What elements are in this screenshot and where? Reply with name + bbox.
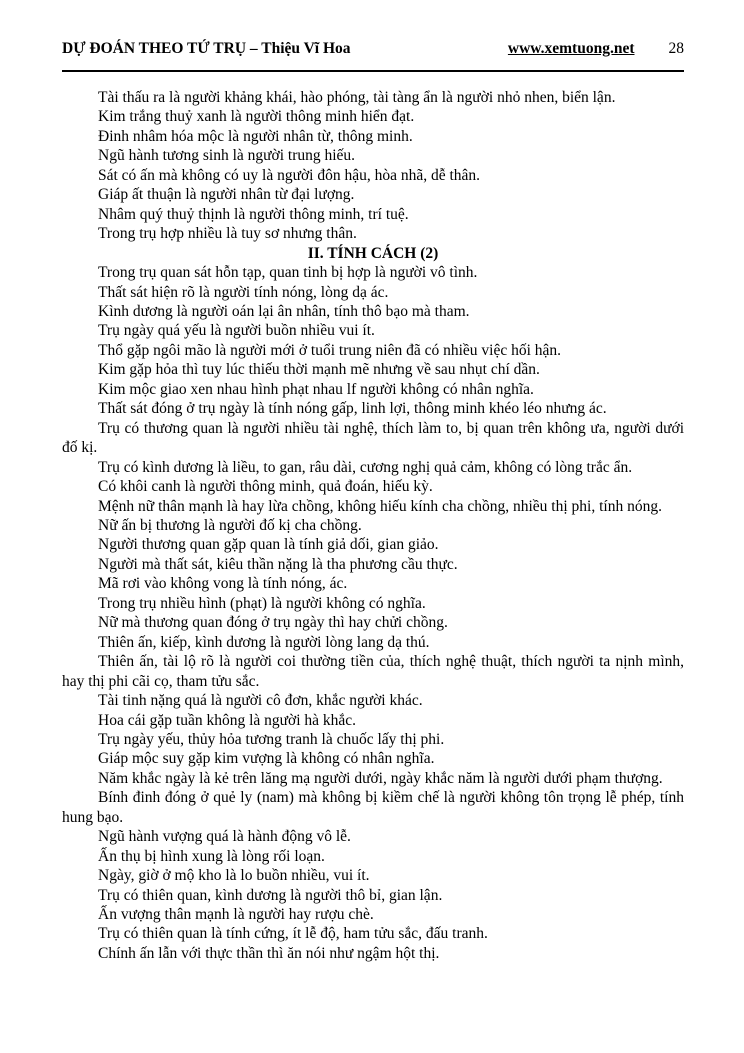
body-paragraph: Giáp mộc suy gặp kim vượng là không có nhân nghĩa. bbox=[98, 750, 435, 768]
body-paragraph: Tài tinh nặng quá là người cô đơn, khắc người khác. bbox=[98, 692, 423, 710]
body-paragraph: Có khôi canh là người thông minh, quả đoán, hiếu kỳ. bbox=[98, 478, 433, 496]
body-paragraph: Trong trụ quan sát hỗn tạp, quan tinh bị hợp là người vô tình. bbox=[98, 264, 478, 282]
body-paragraph: Chính ấn lẫn với thực thần thì ăn nói như ngậm hột thị. bbox=[98, 944, 440, 962]
body-paragraph: Tài thấu ra là người khảng khái, hào phóng, tài tàng ẩn là người nhỏ nhen, biển lận. bbox=[98, 89, 616, 106]
page-header bbox=[62, 40, 684, 58]
body-paragraph: Sát có ấn mà không có uy là người đôn hậu, hòa nhã, dễ thân. bbox=[98, 166, 481, 184]
body-paragraph: Trụ có thương quan là người nhiều tài nghệ, thích làm to, bị quan trên không ưa, người dưới đố kị. bbox=[62, 419, 684, 457]
body-paragraph: Trụ có thiên quan là tính cứng, ít lễ độ, ham tửu sắc, đấu tranh. bbox=[98, 925, 488, 943]
body-paragraph: Trụ ngày quá yếu là người buồn nhiều vui ít. bbox=[98, 322, 375, 340]
body-paragraph: Kim mộc giao xen nhau hình phạt nhau lf người không có nhân nghĩa. bbox=[98, 380, 534, 398]
body-paragraph: Mệnh nữ thân mạnh là hay lừa chồng, không hiếu kính cha chồng, nhiều thị phi, tính nóng. bbox=[98, 497, 662, 515]
body-paragraph: Nữ ấn bị thương là người đố kị cha chồng. bbox=[98, 516, 362, 534]
website-link[interactable]: www.xemtuong.net bbox=[507, 40, 635, 57]
header-right-group bbox=[508, 40, 684, 58]
body-paragraph: Ngũ hành tương sinh là người trung hiếu. bbox=[98, 147, 356, 165]
body-paragraph: Ngũ hành vượng quá là hành động vô lễ. bbox=[98, 828, 351, 846]
body-paragraph: Thất sát hiện rõ là người tính nóng, lòng dạ ác. bbox=[98, 283, 389, 301]
body-text bbox=[62, 88, 684, 963]
body-paragraph: Người thương quan gặp quan là tính giả dối, gian giảo. bbox=[98, 536, 439, 554]
body-paragraph: Giáp ất thuận là người nhân từ đại lượng. bbox=[98, 186, 355, 204]
section-heading: II. TÍNH CÁCH (2) bbox=[307, 244, 439, 262]
body-paragraph: Kim gặp hỏa thì tuy lúc thiếu thời mạnh mẽ nhưng về sau nhụt chí dần. bbox=[98, 361, 540, 379]
body-paragraph: Trụ có kình dương là liều, to gan, râu dài, cương nghị quả cảm, không có lòng trắc ẩn. bbox=[98, 458, 633, 476]
body-paragraph: Ấn vượng thân mạnh là người hay rượu chè. bbox=[98, 906, 374, 924]
body-paragraph: Thiên ấn, kiếp, kình dương là người lòng lang dạ thú. bbox=[98, 633, 430, 651]
body-paragraph: Đinh nhâm hóa mộc là người nhân từ, thông minh. bbox=[98, 127, 413, 145]
body-paragraph: Ấn thụ bị hình xung là lòng rối loạn. bbox=[98, 847, 325, 865]
body-paragraph: Mã rơi vào không vong là tính nóng, ác. bbox=[98, 575, 348, 593]
book-title: DỰ ĐOÁN THEO TỨ TRỤ – Thiệu Vĩ Hoa bbox=[62, 40, 351, 57]
body-paragraph: Bính đinh đóng ở quẻ ly (nam) mà không bị kiềm chế là người không tôn trọng lễ phép, tính hung bạo. bbox=[62, 789, 684, 826]
body-paragraph: Hoa cái gặp tuần không là người hà khắc. bbox=[98, 711, 357, 729]
body-paragraph: Trụ ngày yếu, thủy hỏa tương tranh là chuốc lấy thị phi. bbox=[98, 730, 445, 748]
body-paragraph: Thất sát đóng ở trụ ngày là tính nóng gấp, linh lợi, thông minh khéo léo nhưng ác. bbox=[98, 400, 607, 418]
body-paragraph: Người mà thất sát, kiêu thần nặng là tha phương cầu thực. bbox=[98, 555, 458, 573]
body-paragraph: Trong trụ hợp nhiều là tuy sơ nhưng thân. bbox=[98, 225, 357, 243]
body-paragraph: Kình dương là người oán lại ân nhân, tính thô bạo mà tham. bbox=[98, 302, 470, 320]
header-divider bbox=[62, 70, 684, 72]
body-paragraph: Nhâm quý thuỷ thịnh là người thông minh, trí tuệ. bbox=[98, 205, 409, 223]
page-number: 28 bbox=[668, 40, 684, 57]
body-paragraph: Năm khắc ngày là kẻ trên lăng mạ người dưới, ngày khắc năm là người dưới phạm thượng. bbox=[98, 769, 663, 787]
body-paragraph: Nữ mà thương quan đóng ở trụ ngày thì hay chửi chồng. bbox=[98, 614, 448, 632]
body-paragraph: Trong trụ nhiều hình (phạt) là người không có nghĩa. bbox=[98, 594, 426, 612]
body-paragraph: Kim trắng thuỷ xanh là người thông minh hiển đạt. bbox=[98, 108, 415, 126]
body-paragraph: Thiên ấn, tài lộ rõ là người coi thường tiền của, thích nghệ thuật, thích người ta nịnh mình, hay thị phi cãi cọ, tham tửu sắc. bbox=[62, 653, 684, 690]
body-paragraph: Thổ gặp ngôi mão là người mới ở tuổi trung niên đã có nhiều việc hối hận. bbox=[98, 341, 562, 359]
body-paragraph: Ngày, giờ ở mộ kho là lo buồn nhiều, vui ít. bbox=[98, 867, 370, 885]
body-paragraph: Trụ có thiên quan, kình dương là người thô bỉ, gian lận. bbox=[98, 886, 443, 904]
